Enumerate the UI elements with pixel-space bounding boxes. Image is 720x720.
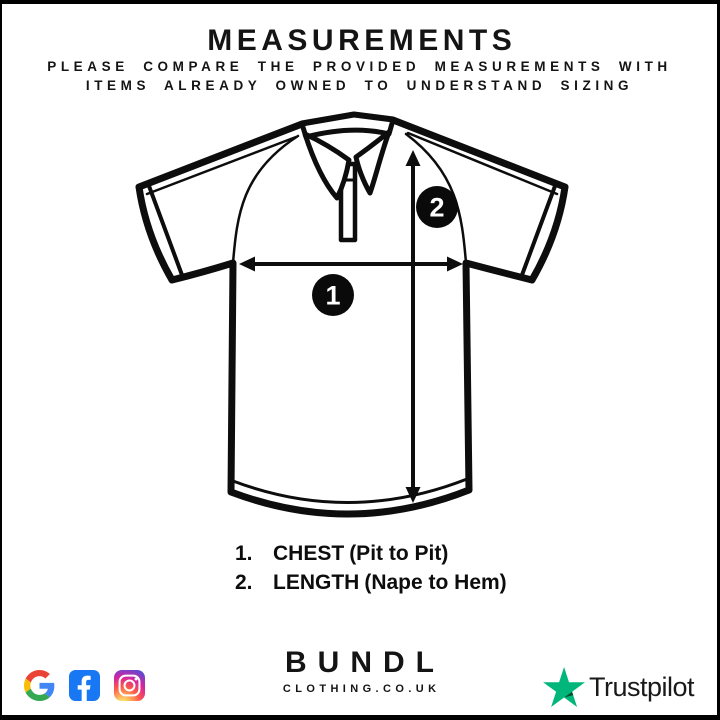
brand-domain: CLOTHING.CO.UK: [282, 683, 441, 695]
brand-name: BUNDL: [285, 646, 445, 679]
marker-2-number: 2: [429, 192, 445, 223]
polo-shirt-svg: [112, 110, 612, 534]
subtitle-line-2: ITEMS ALREADY OWNED TO UNDERSTAND SIZING: [85, 77, 634, 93]
legend-label: CHEST (Pit to Pit): [273, 542, 449, 565]
legend-label: LENGTH (Nape to Hem): [273, 570, 507, 594]
marker-1: [312, 274, 354, 316]
measurement-legend: [235, 540, 507, 597]
legend-number: 1.: [235, 542, 253, 565]
page-title: MEASUREMENTS: [207, 24, 517, 57]
subtitle-line-1: PLEASE COMPARE THE PROVIDED MEASUREMENTS WITH: [47, 59, 672, 74]
trustpilot-logo[interactable]: [543, 667, 694, 707]
polo-shirt-diagram: [112, 110, 612, 534]
marker-2: [416, 186, 458, 228]
trustpilot-star-icon: [543, 667, 585, 707]
legend-item-length: [235, 569, 507, 598]
page-subtitle: [2, 58, 717, 95]
legend-number: 2.: [235, 570, 253, 594]
legend-item-chest: [235, 540, 507, 569]
trustpilot-wordmark: Trustpilot: [589, 671, 695, 702]
marker-1-number: 1: [325, 280, 341, 311]
